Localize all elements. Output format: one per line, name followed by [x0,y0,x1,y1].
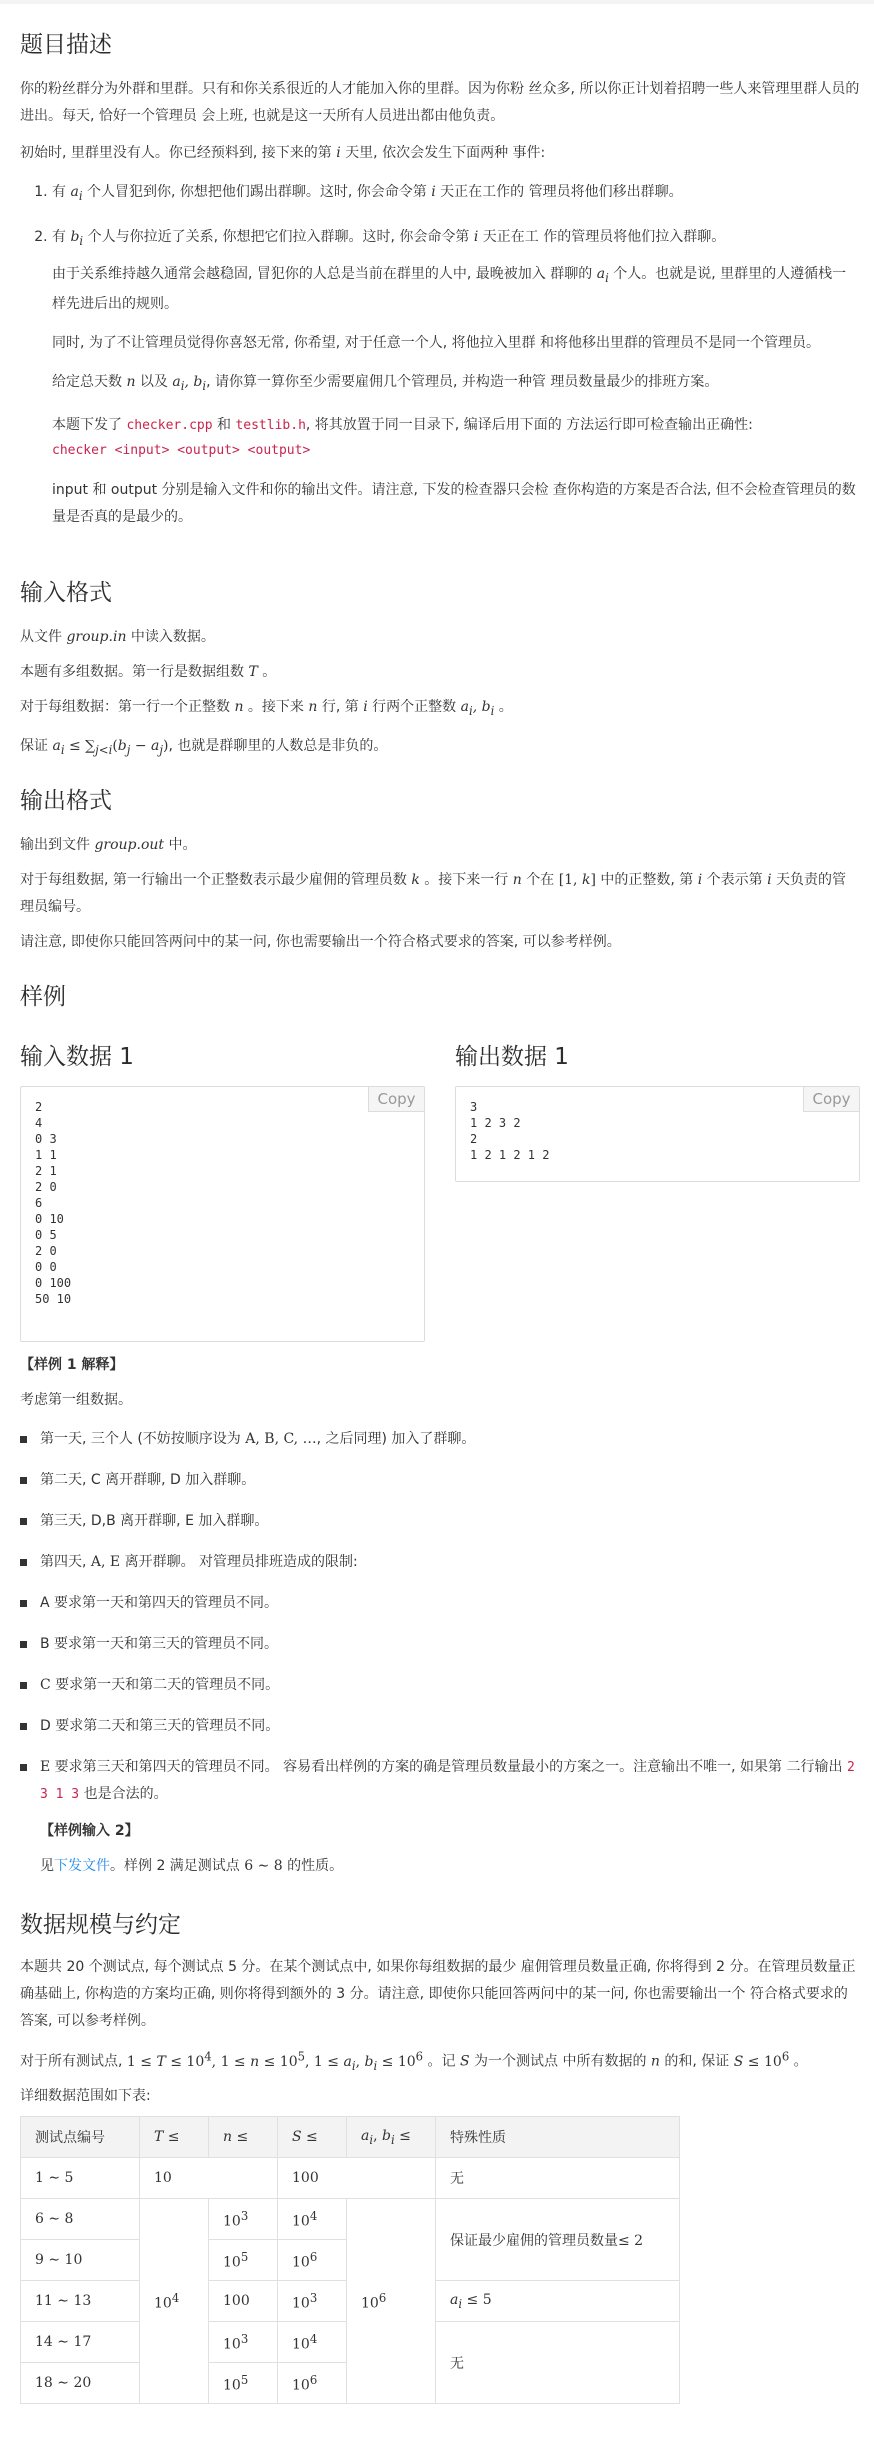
desc-paragraph-4: 同时, 为了不让管理员觉得你喜怒无常, 你希望, 对于任意一个人, 将他拉入里群 和将他移出里群的管理员不是同一个管理员。 [52,335,821,352]
sample-explanation [20,1352,860,1880]
desc-indented-block [20,261,860,532]
cell-property-merged: 保证最少雇佣的管理员数量≤ 2 [436,2199,680,2281]
desc-paragraph-7: input 和 output 分别是输入文件和你的输出文件。请注意, 下发的检查器只会检 查你构造的方案是否合法, 但不会检查管理员的数量是否真的是最少的。 [52,482,856,526]
limits-heading: 数据规模与约定 [20,1912,181,1938]
limits-paragraph-3: 详细数据范围如下表: [20,2088,151,2105]
output-paragraph-3: 请注意, 即使你只能回答两问中的某一问, 你也需要输出一个符合格式要求的答案, 可以参考样例。 [20,934,621,950]
cell-testcase: 6 ∼ 8 [21,2199,140,2240]
explanation-item-3: 第三天, D,B 离开群聊, E 加入群聊。 [20,1508,860,1535]
sample-2-block [20,1818,860,1880]
explanation-item-2: 第二天, C 离开群聊, D 加入群聊。 [20,1467,860,1494]
event-item-2: 2. 有 $b_i$ 个人与你拉近了关系, 你想把它们拉入群聊。这时, 你会命令第 i 天正在工 作的管理员将他们拉入群聊。 [52,224,860,255]
output-paragraph-2: 对于每组数据, 第一行输出一个正整数表示最少雇佣的管理员数 k 。接下来一行 n 个在 [1, k] 中的正整数, 第 i 个表示第 i 天负责的管理员编号。 [20,872,847,915]
cell-S: $10^4$ [278,2322,347,2363]
testlib-code: testlib.h [235,418,306,434]
copy-output-button[interactable]: Copy [803,1087,859,1112]
sample-output-box [455,1086,860,1182]
cell-T: 10 [140,2158,278,2199]
cell-property: $a_i \le 5$ [436,2281,680,2322]
explanation-item-9: E 要求第三天和第四天的管理员不同。 容易看出样例的方案的确是管理员数量最小的方案之一。注意输出不唯一, 如果第 二行输出 2 3 1 3 也是合法的。 [20,1754,860,1808]
description-section [20,30,860,531]
table-row [21,2199,680,2240]
cell-n: $10^3$ [209,2322,278,2363]
cell-T-merged: $10^4$ [140,2199,209,2404]
cell-testcase: 11 ∼ 13 [21,2281,140,2322]
limits-table [20,2116,680,2404]
download-files-link[interactable]: 下发文件 [54,1858,110,1874]
cell-n: $10^5$ [209,2363,278,2404]
cell-n: $10^3$ [209,2199,278,2240]
explanation-item-8: D 要求第二天和第三天的管理员不同。 [20,1713,860,1740]
cell-S: $10^6$ [278,2240,347,2281]
sample-output-heading: 输出数据 1 [455,1044,569,1070]
cell-n: 100 [209,2281,278,2322]
event-item-1: 1. 有 $a_i$ 个人冒犯到你, 你想把他们踢出群聊。这时, 你会命令第 i 天正在工作的 管理员将他们移出群聊。 [52,179,860,210]
alt-output-code: 2 3 1 3 [40,1760,855,1802]
desc-paragraph-5: 给定总天数 n 以及 $a_i$, $b_i$, 请你算一算你至少需要雇佣几个管理员, 并构造一种管 理员数量最少的排班方案。 [52,374,719,394]
sample-input-heading: 输入数据 1 [20,1044,134,1070]
limits-paragraph-1: 本题共 20 个测试点, 每个测试点 5 分。在某个测试点中, 如果你每组数据的最少 雇佣管理员数量正确, 你将得到 2 分。在管理员数量正确基础上, 你构造的方案均正确, 则你将得到额外的 3 分。请注意, 即使你只能回答两问中的某一问, 你也需要输出一个 符合格式要求的答案, 可以参考样例。 [20,1959,856,2029]
table-row [21,2158,680,2199]
sample-input-box [20,1086,425,1342]
header-property: 特殊性质 [436,2117,680,2158]
cell-S: $10^4$ [278,2199,347,2240]
output-format-heading: 输出格式 [20,788,112,814]
limits-section [20,1910,860,2404]
input-paragraph-2: 本题有多组数据。第一行是数据组数 T 。 [20,664,277,680]
output-format-section [20,786,860,956]
checker-code: checker.cpp [126,418,213,434]
event-list [20,179,860,255]
sample-output-text: 3 1 2 3 2 2 1 2 1 2 1 2 [470,1100,550,1162]
explanation-item-7: C 要求第一天和第二天的管理员不同。 [20,1672,860,1699]
desc-paragraph-6: 本题下发了 checker.cpp 和 testlib.h, 将其放置于同一目录下, 编译后用下面的 方法运行即可检查输出正确性: [52,417,753,434]
cell-S: $10^3$ [278,2281,347,2322]
cell-testcase: 1 ∼ 5 [21,2158,140,2199]
desc-paragraph-3: 由于关系维持越久通常会越稳固, 冒犯你的人总是当前在群里的人中, 最晚被加入 群聊的 $a_i$ 个人。也就是说, 里群里的人遵循栈一样先进后出的规则。 [52,265,847,313]
samples-section [20,982,860,1342]
explanation-item-4: 第四天, A, E 离开群聊。 对管理员排班造成的限制: [20,1549,860,1576]
output-paragraph-1: 输出到文件 group.out 中。 [20,837,197,853]
header-T: T ≤ [140,2117,209,2158]
input-paragraph-3: 对于每组数据：第一行一个正整数 n 。接下来 n 行, 第 i 行两个正整数 $a_i$, $b_i$ 。 [20,699,513,718]
sample-2-text: 见下发文件。样例 2 满足测试点 6 ∼ 8 的性质。 [40,1858,344,1874]
explanation-list [20,1426,860,1808]
input-format-heading: 输入格式 [20,580,112,606]
description-heading: 题目描述 [20,32,112,58]
sample-output-column [455,1042,860,1342]
cell-n: $10^5$ [209,2240,278,2281]
cell-S: 100 [278,2158,436,2199]
table-header-row [21,2117,680,2158]
header-S: S ≤ [278,2117,347,2158]
cell-testcase: 14 ∼ 17 [21,2322,140,2363]
samples-heading: 样例 [20,984,66,1010]
explanation-heading: 【样例 1 解释】 [20,1357,124,1373]
sample-input-text: 2 4 0 3 1 1 2 1 2 0 6 0 10 0 5 2 0 0 0 0 100 50 10 [35,1100,72,1306]
header-n: n ≤ [209,2117,278,2158]
checker-command: checker <input> <output> <output> [52,443,311,459]
cell-S: $10^6$ [278,2363,347,2404]
cell-property-merged: 无 [436,2322,680,2404]
header-ab: $a_i$, $b_i$ ≤ [347,2117,436,2158]
input-paragraph-1: 从文件 group.in 中读入数据。 [20,629,215,645]
sample-grid [20,1042,860,1342]
sample-input-column [20,1042,425,1342]
input-paragraph-4: 保证 $a_i \le \sum_{j<i}(b_j - a_j)$, 也就是群聊里的人数总是非负的。 [20,737,388,757]
explanation-item-1: 第一天, 三个人 (不妨按顺序设为 A, B, C, …, 之后同理) 加入了群聊。 [20,1426,860,1453]
cell-testcase: 9 ∼ 10 [21,2240,140,2281]
desc-paragraph-1: 你的粉丝群分为外群和里群。只有和你关系很近的人才能加入你的里群。因为你粉 丝众多, 所以你正计划着招聘一些人来管理里群人员的进出。每天, 恰好一个管理员 会上班, 也就是这一天所有人员进出都由他负责。 [20,81,860,124]
explanation-item-6: B 要求第一天和第三天的管理员不同。 [20,1631,860,1658]
cell-testcase: 18 ∼ 20 [21,2363,140,2404]
cell-property: 无 [436,2158,680,2199]
header-testcase: 测试点编号 [21,2117,140,2158]
explanation-item-5: A 要求第一天和第四天的管理员不同。 [20,1590,860,1617]
limits-paragraph-2: 对于所有测试点, $1 \le T \le 10^4$, $1 \le n \le 10^5$, $1 \le a_i$, $b_i \le 10^6$ 。记 S 为一个测试点 中所有数据的 n 的和, 保证 $S \le 10^6$ 。 [20,2049,808,2073]
desc-paragraph-2: 初始时, 里群里没有人。你已经预料到, 接下来的第 i 天里, 依次会发生下面两种 事件: [20,145,546,161]
sample-2-heading: 【样例输入 2】 [40,1823,139,1839]
input-format-section [20,578,860,764]
cell-ab-merged: $10^6$ [347,2199,436,2404]
explanation-intro: 考虑第一组数据。 [20,1392,132,1408]
copy-input-button[interactable]: Copy [368,1087,424,1112]
